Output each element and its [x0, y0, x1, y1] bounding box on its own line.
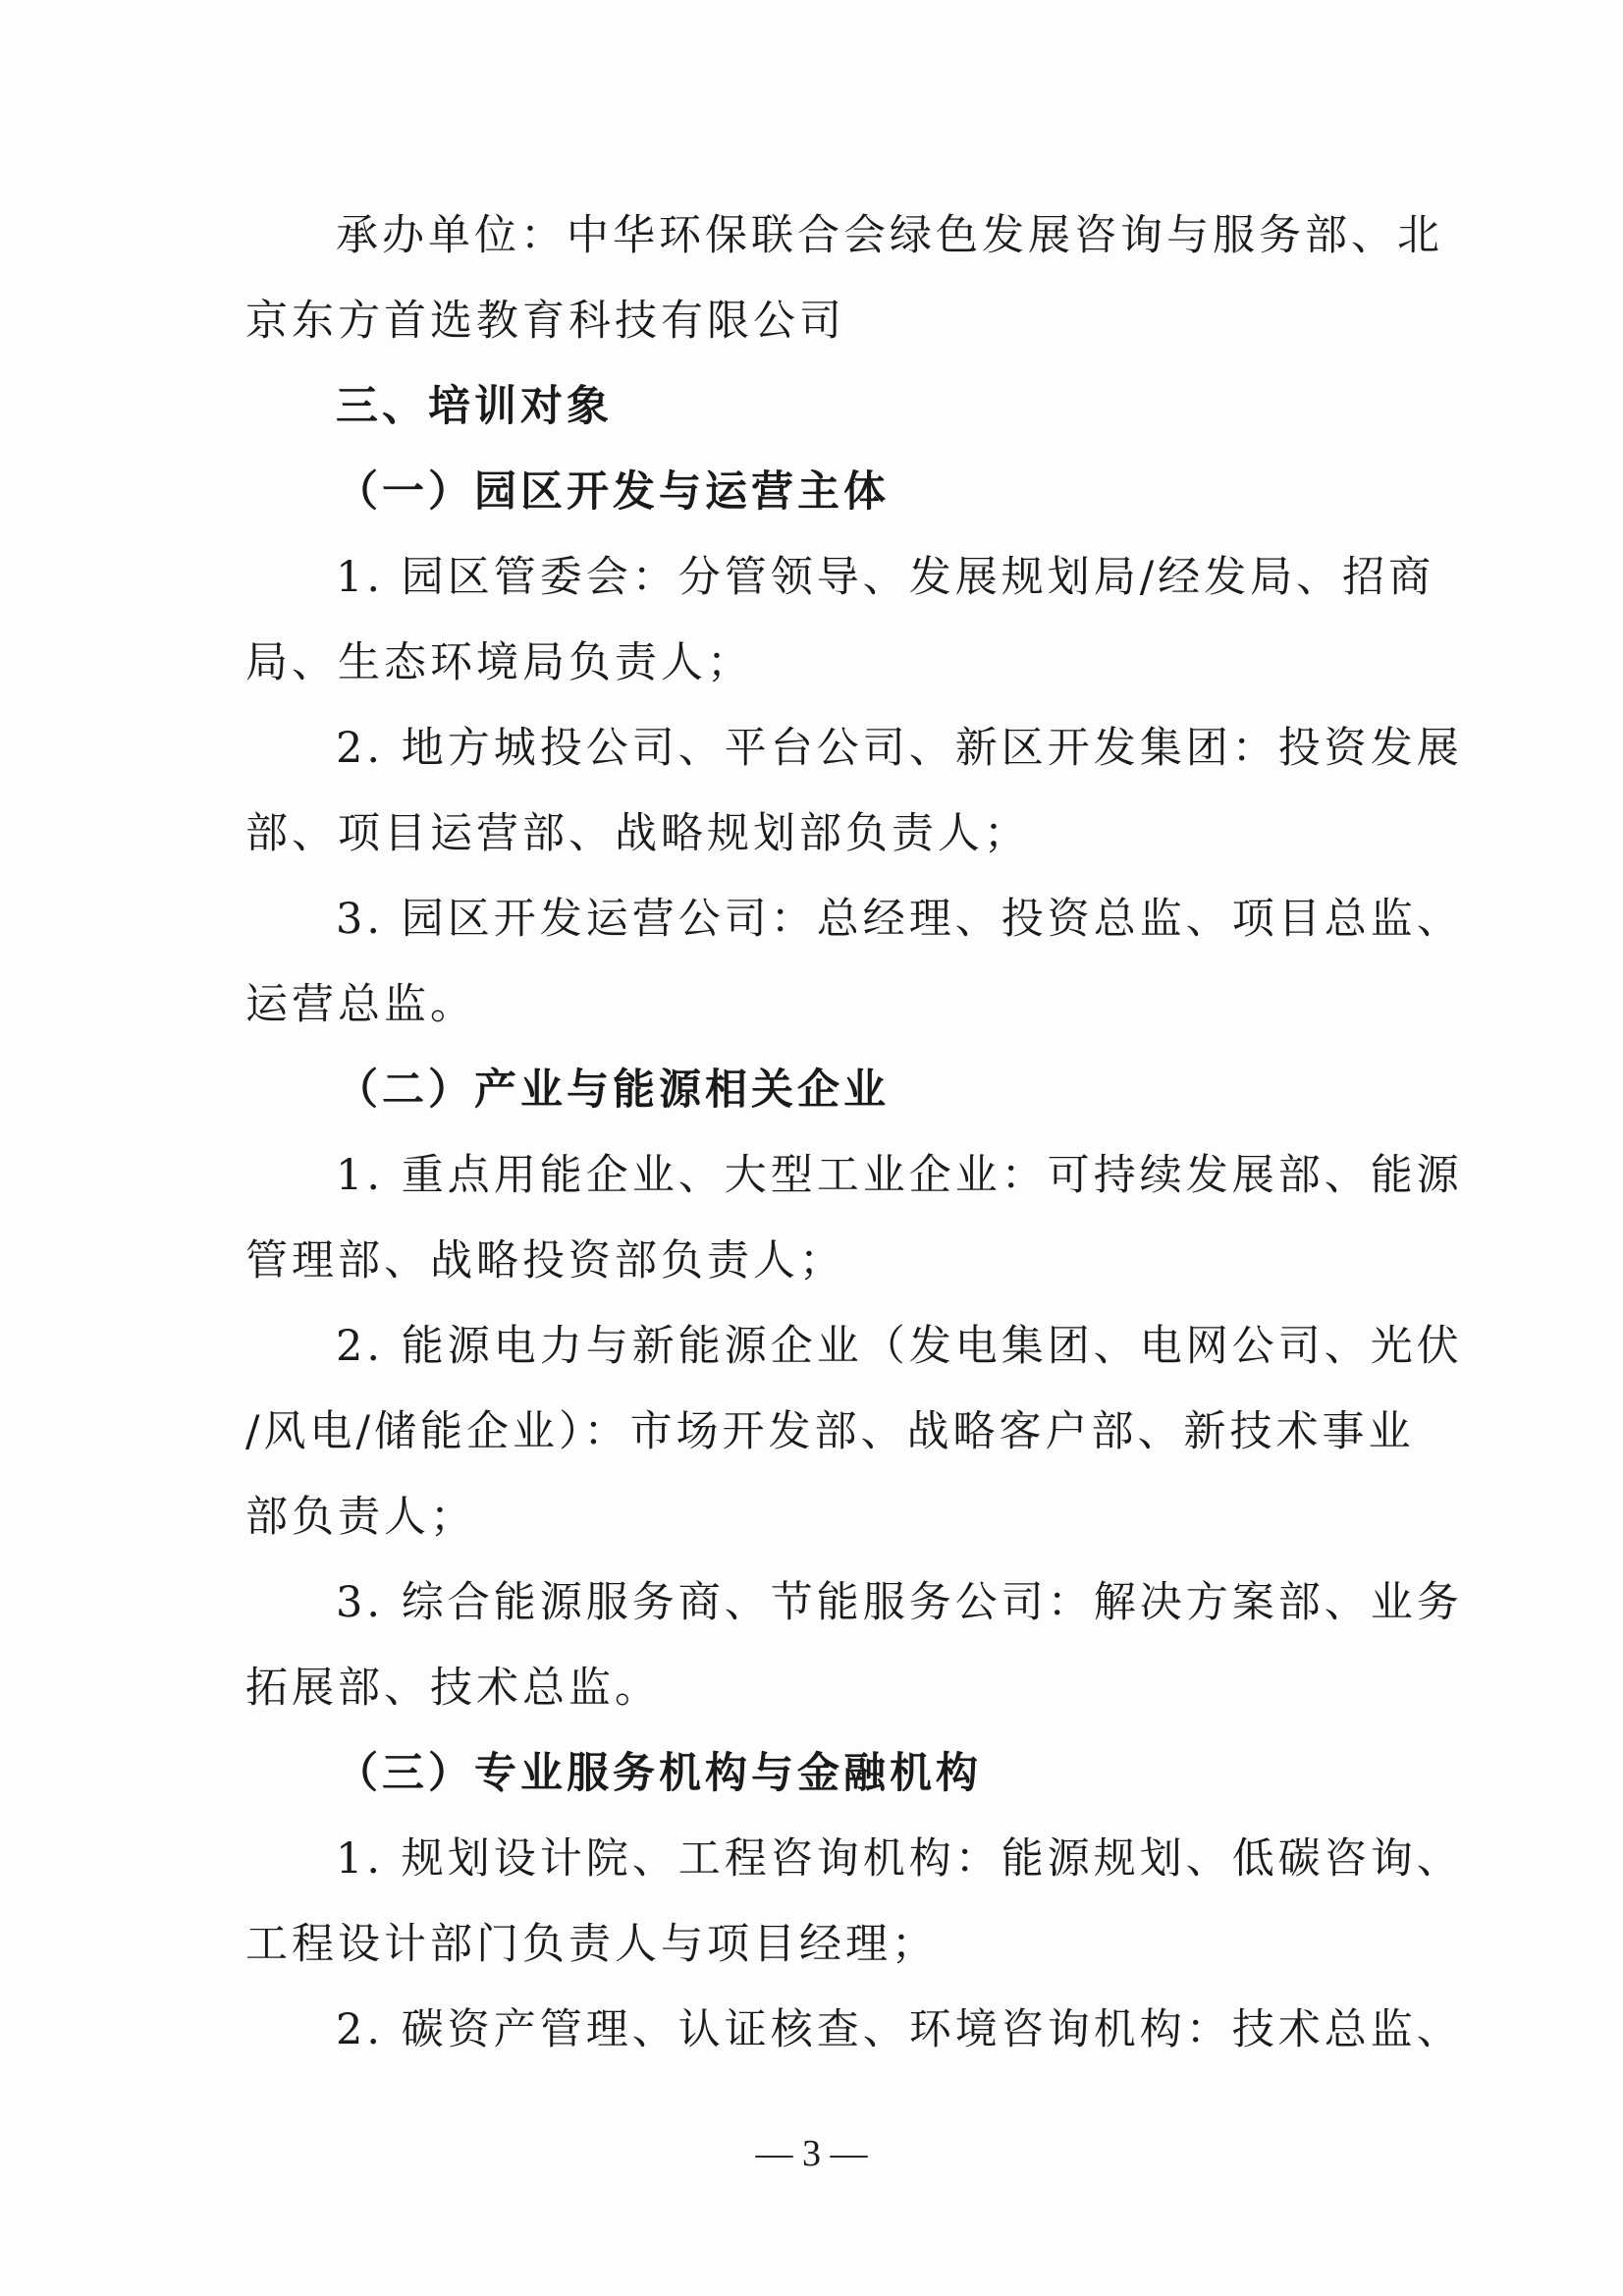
paragraph-line: 管理部、战略投资部负责人； — [245, 1236, 845, 1285]
subsection-heading-2: （二）产业与能源相关企业 — [336, 1066, 890, 1115]
paragraph-line: 2. 地方城投公司、平台公司、新区开发集团：投资发展 — [336, 724, 1463, 773]
page-number: — 3 — — [755, 2133, 868, 2174]
organizer-line-2: 京东方首选教育科技有限公司 — [245, 297, 845, 346]
subsection-heading-3: （三）专业服务机构与金融机构 — [336, 1749, 982, 1798]
paragraph-line: 1. 规划设计院、工程咨询机构：能源规划、低碳咨询、 — [336, 1834, 1463, 1884]
paragraph-line: 局、生态环境局负责人； — [245, 638, 753, 687]
paragraph-line: 拓展部、技术总监。 — [245, 1664, 661, 1713]
paragraph-line: 3. 综合能源服务商、节能服务公司：解决方案部、业务 — [336, 1578, 1463, 1627]
paragraph-line: 1. 重点用能企业、大型工业企业：可持续发展部、能源 — [336, 1151, 1463, 1200]
paragraph-line: 工程设计部门负责人与项目经理； — [245, 1920, 938, 1969]
paragraph-line: 1. 园区管委会：分管领导、发展规划局/经发局、招商 — [336, 553, 1435, 602]
section-heading-training-target: 三、培训对象 — [336, 382, 613, 431]
subsection-heading-1: （一）园区开发与运营主体 — [336, 467, 890, 517]
organizer-line-1: 承办单位：中华环保联合会绿色发展咨询与服务部、北 — [336, 211, 1443, 260]
paragraph-line: 3. 园区开发运营公司：总经理、投资总监、项目总监、 — [336, 895, 1463, 944]
paragraph-line: 2. 能源电力与新能源企业（发电集团、电网公司、光伏 — [336, 1322, 1463, 1371]
paragraph-line: 部、项目运营部、战略规划部负责人； — [245, 809, 1030, 858]
paragraph-line: 部负责人； — [245, 1493, 476, 1542]
paragraph-line: /风电/储能企业）：市场开发部、战略客户部、新技术事业 — [245, 1407, 1415, 1456]
paragraph-line: 运营总监。 — [245, 980, 476, 1029]
paragraph-line: 2. 碳资产管理、认证核查、环境咨询机构：技术总监、 — [336, 2005, 1463, 2054]
